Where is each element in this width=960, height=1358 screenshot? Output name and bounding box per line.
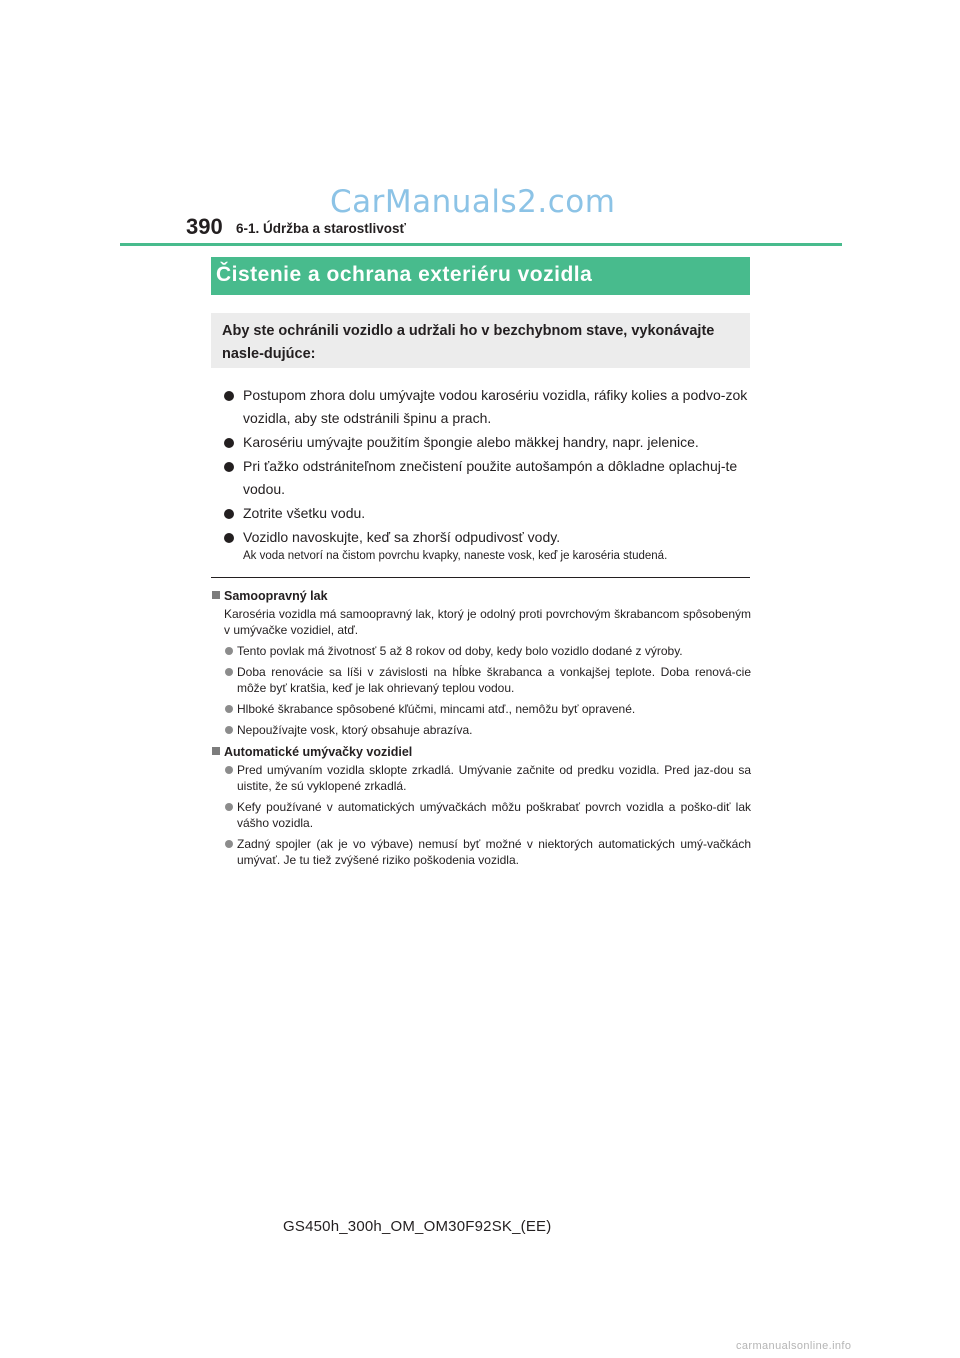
bullet-icon: [225, 766, 233, 774]
list-item: [211, 799, 751, 831]
header-rule: [120, 243, 842, 246]
sub-heading-text: Automatické umývačky vozidiel: [224, 745, 413, 759]
bullet-icon: [224, 438, 234, 448]
list-item-text: Doba renovácie sa líši v závislosti na hĺbke škrabanca a vonkajšej teplote. Doba renová-cie môže byť kratšia, keď je lak ohrievaný teplou vodou.: [237, 665, 751, 695]
list-item: [211, 643, 751, 659]
bullet-icon: [224, 391, 234, 401]
section-rule: [211, 577, 750, 578]
list-item: [211, 701, 751, 717]
list-item-text: Karosériu umývajte použitím špongie alebo mäkkej handry, napr. jelenice.: [243, 434, 699, 450]
list-item-text: Pri ťažko odstrániteľnom znečistení použite autošampón a dôkladne oplachuj-te vodou.: [243, 458, 738, 497]
sub-heading-text: Samoopravný lak: [224, 589, 328, 603]
list-item: [211, 664, 751, 696]
page-title: Čistenie a ochrana exteriéru vozidla: [216, 263, 593, 286]
bullet-icon: [224, 509, 234, 519]
watermark-carmanualsonline: carmanualsonline.info: [736, 1340, 852, 1352]
square-bullet-icon: [212, 591, 220, 599]
list-item-text: Tento povlak má životnosť 5 až 8 rokov od doby, kedy bolo vozidlo dodané z výroby.: [237, 644, 683, 658]
list-item: [222, 431, 752, 454]
page-number: 390: [186, 214, 223, 239]
list-item: [211, 722, 751, 738]
list-item-text: Postupom zhora dolu umývajte vodou karosériu vozidla, ráfiky kolies a podvo-zok vozidla, aby ste odstránili špinu a prach.: [243, 387, 748, 426]
bullet-icon: [224, 462, 234, 472]
bullet-icon: [225, 726, 233, 734]
watermark-carmanuals2: CarManuals2.com: [330, 184, 616, 220]
list-item-text: Nepoužívajte vosk, ktorý obsahuje abrazíva.: [237, 723, 473, 737]
notes: [211, 587, 751, 873]
paragraph: Karoséria vozidla má samoopravný lak, ktorý je odolný proti povrchovým škrabancom spôsobeným v umývačke vozidiel, atď.: [224, 607, 751, 637]
bullet-icon: [225, 803, 233, 811]
list-item: [222, 455, 752, 501]
list-item: [211, 762, 751, 794]
list-item-text: Kefy používané v automatických umývačkách môžu poškrabať povrch vozidla a poško-diť lak vášho vozidla.: [237, 800, 751, 830]
section-label: 6-1. Údržba a starostlivosť: [236, 221, 407, 236]
intro-text: Aby ste ochránili vozidlo a udržali ho v bezchybnom stave, vykonávajte nasle-dujúce:: [222, 323, 715, 362]
list-item-text: Pred umývaním vozidla sklopte zrkadlá. Umývanie začnite od predku vozidla. Pred jaz-dou sa uistite, že sú vyklopené zrkadlá.: [237, 763, 751, 793]
list-item: [211, 836, 751, 868]
bullet-icon: [224, 533, 234, 543]
square-bullet-icon: [212, 747, 220, 755]
list-item: [222, 502, 752, 525]
footer-code: GS450h_300h_OM_OM30F92SK_(EE): [283, 1218, 552, 1235]
list-item-text: Vozidlo navoskujte, keď sa zhorší odpudivosť vody.: [243, 529, 561, 545]
wax-note: Ak voda netvorí na čistom povrchu kvapky, naneste vosk, keď je karoséria studená.: [243, 550, 668, 562]
main-list: [222, 384, 752, 550]
list-item-text: Zadný spojler (ak je vo výbave) nemusí byť možné v niektorých automatických umý-vačkách umývať. Je tu tiež zvýšené riziko poškodenia vozidla.: [237, 837, 751, 867]
sub-heading-self-restoring-coat: [211, 587, 751, 605]
list-item: [222, 526, 752, 549]
list-item-text: Hlboké škrabance spôsobené kľúčmi, mincami atď., nemôžu byť opravené.: [237, 702, 636, 716]
list-item-text: Zotrite všetku vodu.: [243, 505, 366, 521]
list-item: [222, 384, 752, 430]
sub-heading-car-washes: [211, 743, 751, 761]
bullet-icon: [225, 668, 233, 676]
bullet-icon: [225, 840, 233, 848]
bullet-icon: [225, 647, 233, 655]
bullet-icon: [225, 705, 233, 713]
